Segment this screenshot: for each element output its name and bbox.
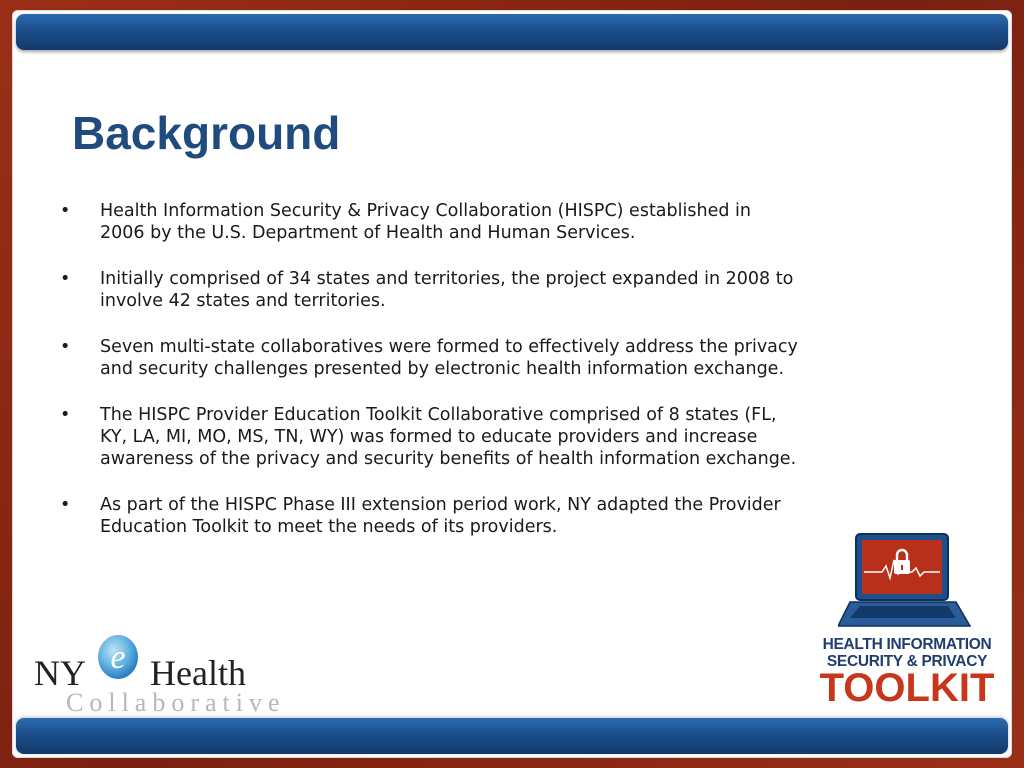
e-globe-icon	[96, 630, 140, 680]
health-wordmark: Health	[150, 653, 246, 693]
top-banner-bar	[16, 14, 1008, 50]
laptop-lock-icon	[838, 530, 978, 630]
nyehealth-logo	[32, 630, 312, 720]
bullet-item	[58, 336, 798, 380]
bullet-text: Health Information Security & Privacy Collaboration (HISPC) established in 2006 by the U.S. Department of Health and Human Services.	[100, 201, 751, 243]
bullet-marker: •	[60, 337, 71, 357]
toolkit-logo	[808, 530, 1008, 720]
bullet-text: As part of the HISPC Phase III extension period work, NY adapted the Provider Education Toolkit to meet the needs of its providers.	[100, 495, 781, 537]
bullet-item	[58, 494, 798, 538]
bullet-item	[58, 200, 798, 244]
bullet-item	[58, 268, 798, 312]
collaborative-wordmark: Collaborative	[66, 688, 286, 717]
bullet-marker: •	[60, 201, 71, 221]
bullet-text: The HISPC Provider Education Toolkit Collaborative comprised of 8 states (FL, KY, LA, MI, MO, MS, TN, WY) was formed to educate providers and increase awareness of the privacy and security benefits of health information exchange.	[100, 405, 797, 469]
bullet-list	[58, 200, 798, 562]
bullet-text: Initially comprised of 34 states and territories, the project expanded in 2008 to involve 42 states and territories.	[100, 269, 794, 311]
e-letter: e	[110, 639, 126, 676]
bullet-marker: •	[60, 405, 71, 425]
bullet-marker: •	[60, 269, 71, 289]
toolkit-wordmark: TOOLKIT	[819, 666, 995, 710]
toolkit-line-security-privacy: SECURITY & PRIVACY	[826, 653, 988, 670]
bottom-banner-bar	[16, 718, 1008, 754]
slide	[12, 10, 1012, 758]
bullet-text: Seven multi-state collaboratives were formed to effectively address the privacy and security challenges presented by electronic health information exchange.	[100, 337, 798, 379]
toolkit-line-health-information: HEALTH INFORMATION	[822, 636, 992, 653]
bullet-item	[58, 404, 798, 470]
ny-wordmark: NY	[34, 653, 86, 693]
slide-title: Background	[72, 107, 341, 159]
bullet-marker: •	[60, 495, 71, 515]
